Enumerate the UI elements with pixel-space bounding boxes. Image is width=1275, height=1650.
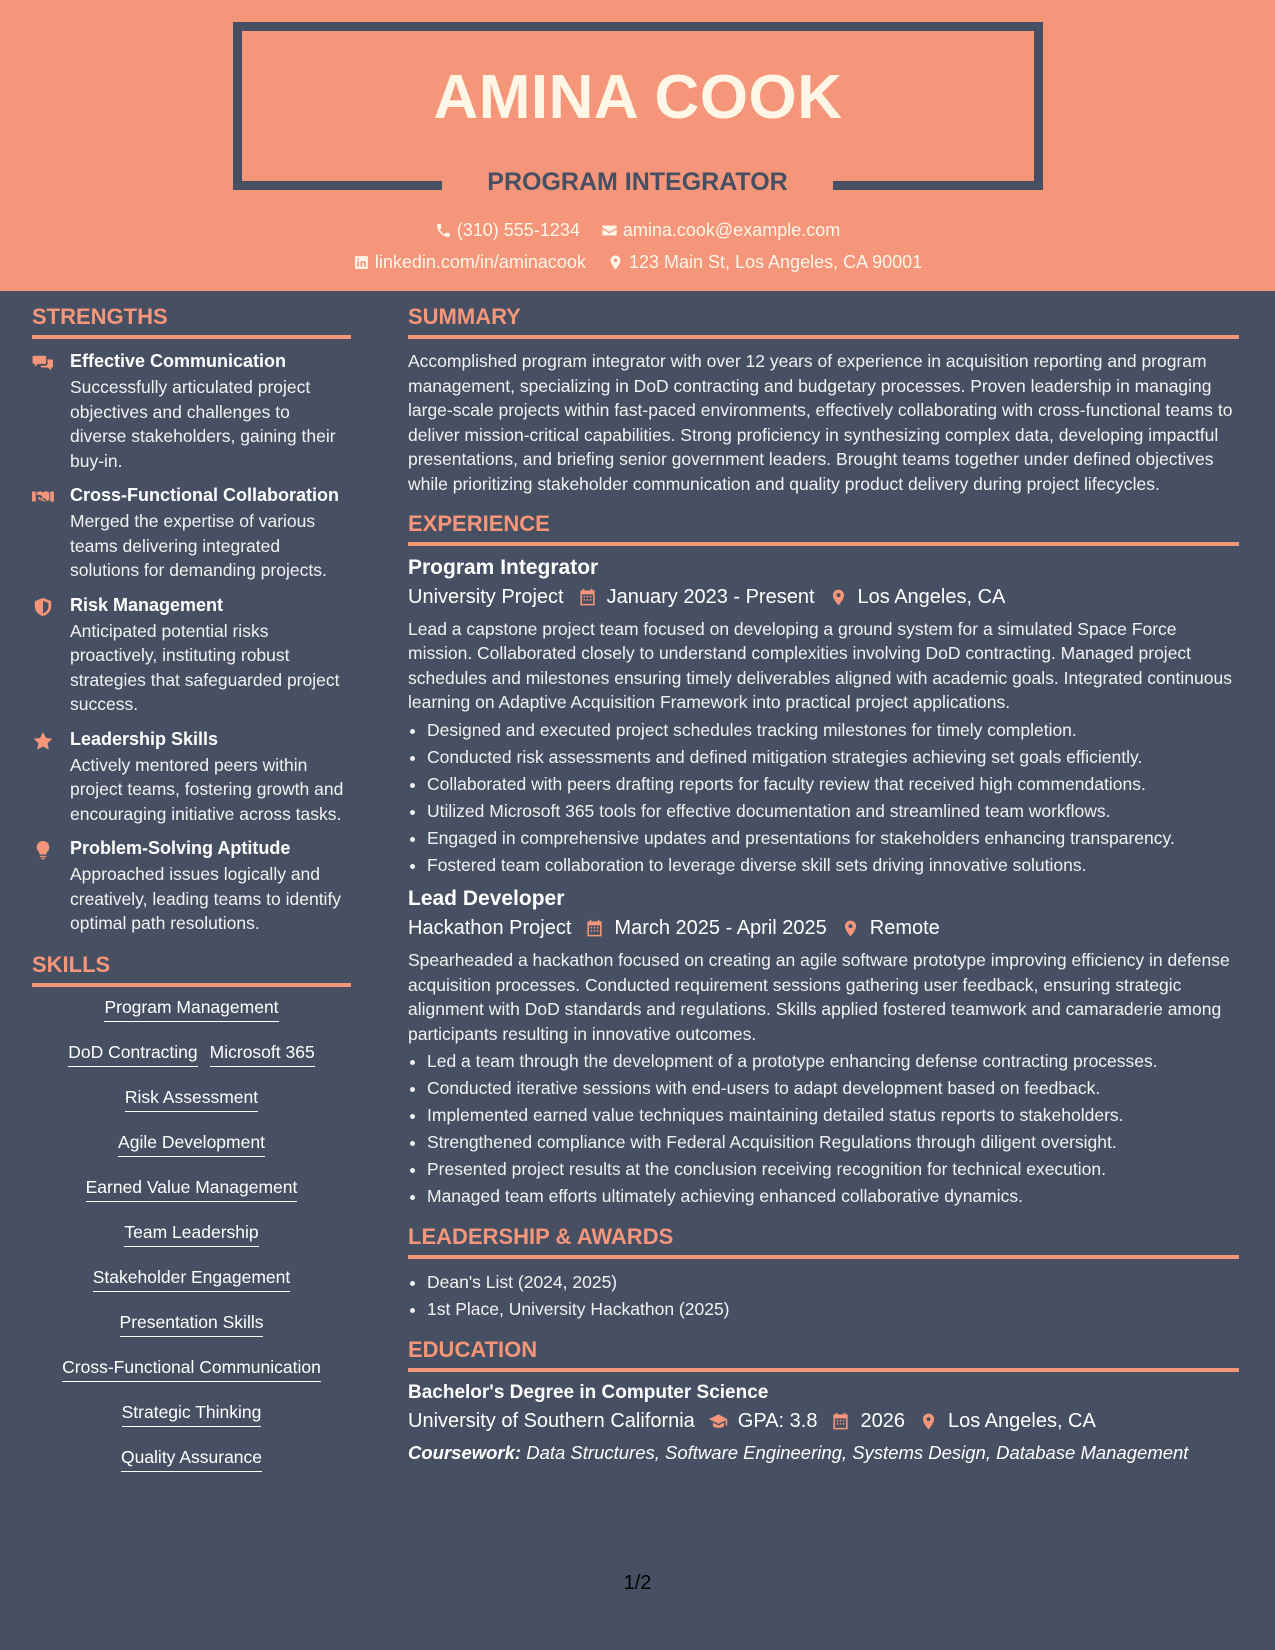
skill-tag: Program Management bbox=[104, 997, 278, 1022]
list-item: • Collaborated with peers drafting reports for faculty review that received high commendations. bbox=[427, 771, 1239, 798]
strength-description: Successfully articulated project objectives and challenges to diverse stakeholders, gaining their buy-in. bbox=[70, 377, 336, 471]
skill-tag: Risk Assessment bbox=[125, 1087, 258, 1112]
strength-description: Approached issues logically and creatively, leading teams to identify optimal path resolutions. bbox=[70, 864, 342, 933]
job-meta bbox=[408, 586, 1239, 609]
education-location: Los Angeles, CA bbox=[947, 1410, 1096, 1433]
list-item: • Utilized Microsoft 365 tools for effective documentation and streamlined team workflows. bbox=[427, 798, 1239, 825]
skills-heading: SKILLS bbox=[32, 952, 351, 987]
lightbulb-icon bbox=[32, 840, 54, 860]
strength-description: Merged the expertise of various teams delivering integrated solutions for demanding projects. bbox=[70, 511, 327, 580]
calendar-icon bbox=[585, 919, 604, 938]
handshake-icon bbox=[32, 487, 54, 507]
coursework bbox=[408, 1441, 1239, 1465]
list-item: • Managed team efforts ultimately achieving enhanced collaborative dynamics. bbox=[427, 1183, 1239, 1210]
job-dates: March 2025 - April 2025 bbox=[614, 916, 827, 939]
skill-tag: Microsoft 365 bbox=[210, 1042, 315, 1067]
left-column bbox=[32, 304, 351, 1492]
summary-text: Accomplished program integrator with over 12 years of experience in acquisition reporting and program management, specializing in DoD contracting and budgetary processes. Proven leadership in managing large-scale projects within fast-paced environments, effectively collaborating with cross-functional teams to deliver mission-critical capabilities. Strong proficiency in synthesizing complex data, developing impactful presentations, and briefing senior government leaders. Brought teams together under defined objectives while prioritizing stakeholder communication and quality product delivery during project lifecycles. bbox=[408, 351, 1233, 494]
list-item: • Engaged in comprehensive updates and presentations for stakeholders enhancing transparency. bbox=[427, 825, 1239, 852]
list-item: • Conducted risk assessments and defined mitigation strategies achieving set goals efficiently. bbox=[427, 744, 1239, 771]
linkedin-contact[interactable] bbox=[353, 252, 586, 273]
job-location: Los Angeles, CA bbox=[857, 585, 1006, 608]
strength-name: Risk Management bbox=[70, 594, 224, 615]
skill-tag: Presentation Skills bbox=[120, 1312, 264, 1337]
map-pin-icon bbox=[841, 919, 860, 938]
experience-heading: EXPERIENCE bbox=[408, 511, 1239, 546]
email-contact[interactable] bbox=[601, 220, 840, 241]
job-bullets bbox=[408, 1048, 1239, 1210]
job-entry bbox=[408, 556, 1239, 879]
skill-tag: Stakeholder Engagement bbox=[93, 1267, 291, 1292]
skill-row bbox=[32, 1087, 351, 1132]
list-item: • Presented project results at the conclusion receiving recognition for technical execution. bbox=[427, 1156, 1239, 1183]
summary-heading: SUMMARY bbox=[408, 304, 1239, 339]
education-degree: Bachelor's Degree in Computer Science bbox=[408, 1382, 769, 1404]
awards-heading: LEADERSHIP & AWARDS bbox=[408, 1224, 1239, 1259]
star-icon bbox=[32, 731, 54, 751]
map-pin-icon bbox=[829, 588, 848, 607]
address-contact bbox=[607, 252, 922, 273]
strength-item bbox=[32, 351, 351, 473]
skill-tag: Earned Value Management bbox=[86, 1177, 298, 1202]
skill-row bbox=[32, 1402, 351, 1447]
calendar-icon bbox=[831, 1412, 850, 1431]
job-bullets bbox=[408, 717, 1239, 879]
education-heading: EDUCATION bbox=[408, 1337, 1239, 1372]
phone-icon bbox=[435, 222, 452, 239]
phone-text: (310) 555-1234 bbox=[456, 220, 580, 240]
skill-row bbox=[32, 1357, 351, 1402]
education-year: 2026 bbox=[860, 1410, 905, 1433]
job-entry-title: Lead Developer bbox=[408, 886, 565, 910]
chat-bubbles-icon bbox=[32, 353, 54, 373]
contact-row-2 bbox=[0, 252, 1275, 276]
education-school: University of Southern California bbox=[408, 1410, 695, 1433]
strength-name: Cross-Functional Collaboration bbox=[70, 485, 340, 505]
job-meta bbox=[408, 917, 1239, 940]
page-number: 1/2 bbox=[623, 1572, 652, 1594]
education-meta bbox=[408, 1410, 1239, 1433]
skill-row bbox=[32, 997, 351, 1042]
list-item: • 1st Place, University Hackathon (2025) bbox=[427, 1296, 1239, 1323]
header-banner bbox=[0, 0, 1275, 291]
job-org: University Project bbox=[408, 585, 564, 608]
skill-row bbox=[32, 1267, 351, 1312]
envelope-icon bbox=[601, 222, 618, 239]
strength-description: Anticipated potential risks proactively, instituting robust strategies that safeguarded project success. bbox=[70, 620, 340, 714]
linkedin-text: linkedin.com/in/aminacook bbox=[374, 252, 586, 272]
skill-row bbox=[32, 1132, 351, 1177]
skill-row bbox=[32, 1042, 351, 1087]
address-text: 123 Main St, Los Angeles, CA 90001 bbox=[628, 252, 923, 272]
skill-tag: DoD Contracting bbox=[68, 1042, 197, 1067]
list-item: • Led a team through the development of a prototype enhancing defense contracting processes. bbox=[427, 1048, 1239, 1075]
skill-tag: Agile Development bbox=[118, 1132, 265, 1157]
contact-row-1 bbox=[0, 220, 1275, 244]
graduation-cap-icon bbox=[709, 1412, 728, 1431]
email-text: amina.cook@example.com bbox=[622, 220, 841, 240]
skill-row bbox=[32, 1177, 351, 1222]
phone-contact[interactable] bbox=[435, 220, 580, 241]
list-item: • Implemented earned value techniques maintaining detailed status reports to stakeholders. bbox=[427, 1102, 1239, 1129]
skill-row bbox=[32, 1312, 351, 1357]
skill-row bbox=[32, 1447, 351, 1492]
map-pin-icon bbox=[919, 1412, 938, 1431]
list-item: • Fostered team collaboration to leverage diverse skill sets driving innovative solutions. bbox=[427, 852, 1239, 879]
strength-name: Leadership Skills bbox=[70, 728, 219, 749]
strengths-heading: STRENGTHS bbox=[32, 304, 351, 339]
job-entry-title: Program Integrator bbox=[408, 555, 599, 579]
strength-description: Actively mentored peers within project teams, fostering growth and encouraging initiative across tasks. bbox=[70, 754, 344, 824]
job-description: Spearheaded a hackathon focused on creating an agile software prototype improving efficiency in defense acquisition processes. Conducted requirement sessions gathering user feedback, ensuring strategic alignment with DoD standards and regulations. Skills applied fostered teamwork and camaraderie among participants resulting in innovative outcomes. bbox=[408, 949, 1230, 1044]
job-description: Lead a capstone project team focused on developing a ground system for a simulated Space Force mission. Collaborated closely to understand complexities involving DoD contracting. Managed project schedules and milestones ensuring timely deliverables aligned with academic goals. Integrated continuous learning on Adaptive Acquisition Framework into practical project applications. bbox=[408, 618, 1232, 713]
coursework-text: Data Structures, Software Engineering, Systems Design, Database Management bbox=[526, 1442, 1189, 1464]
candidate-name: AMINA COOK bbox=[433, 63, 843, 132]
education-gpa: GPA: 3.8 bbox=[737, 1410, 818, 1433]
job-org: Hackathon Project bbox=[408, 916, 572, 939]
strength-item bbox=[32, 485, 351, 583]
map-pin-icon bbox=[607, 254, 624, 271]
strength-name: Effective Communication bbox=[70, 351, 287, 371]
job-title: PROGRAM INTEGRATOR bbox=[487, 168, 788, 196]
coursework-label: Coursework: bbox=[408, 1442, 522, 1464]
skill-tag: Strategic Thinking bbox=[122, 1402, 262, 1427]
list-item: • Strengthened compliance with Federal Acquisition Regulations through diligent oversight. bbox=[427, 1129, 1239, 1156]
skill-tag: Cross-Functional Communication bbox=[62, 1357, 321, 1382]
skill-tag: Quality Assurance bbox=[121, 1447, 262, 1472]
awards-list bbox=[408, 1269, 1239, 1323]
strength-name: Problem-Solving Aptitude bbox=[70, 838, 291, 858]
list-item: • Dean's List (2024, 2025) bbox=[427, 1269, 1239, 1296]
job-dates: January 2023 - Present bbox=[606, 585, 815, 608]
list-item: • Conducted iterative sessions with end-users to adapt development based on feedback. bbox=[427, 1075, 1239, 1102]
strength-item bbox=[32, 595, 351, 717]
skill-row bbox=[32, 1222, 351, 1267]
calendar-icon bbox=[578, 588, 597, 607]
strength-item bbox=[32, 729, 351, 827]
right-column bbox=[408, 304, 1239, 1465]
job-entry bbox=[408, 887, 1239, 1210]
strength-item bbox=[32, 838, 351, 936]
list-item: • Designed and executed project schedules tracking milestones for timely completion. bbox=[427, 717, 1239, 744]
job-location: Remote bbox=[869, 916, 940, 939]
linkedin-icon bbox=[353, 254, 370, 271]
skill-tag: Team Leadership bbox=[124, 1222, 258, 1247]
shield-icon bbox=[32, 597, 54, 617]
